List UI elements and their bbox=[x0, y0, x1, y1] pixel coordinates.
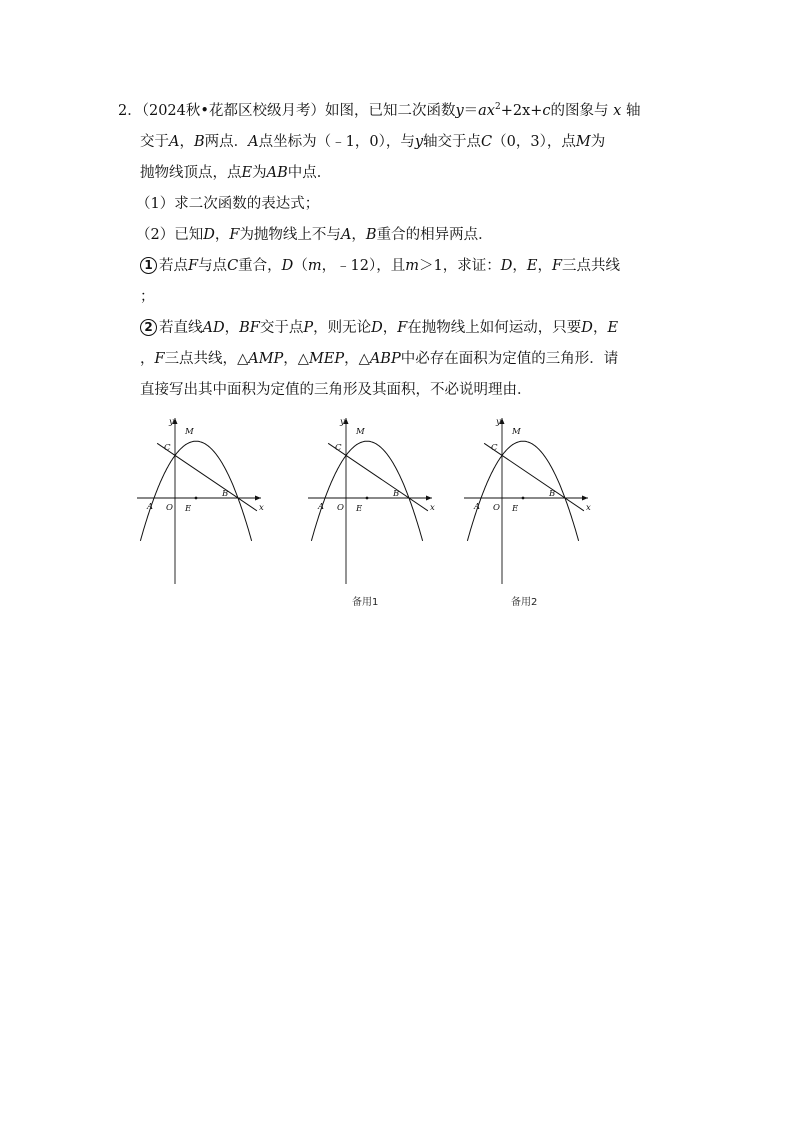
figure-spare-2 bbox=[462, 412, 597, 587]
problem-source: （2024秋•花都区校级月考） bbox=[141, 103, 325, 119]
point-e bbox=[366, 497, 369, 500]
point-label-O: O bbox=[337, 503, 344, 513]
point-label-M: M bbox=[356, 427, 365, 437]
sub-question-1: 1 若点F与点C重合，D（m，﹣12），且m＞1，求证：D，E，F三点共线 bbox=[118, 251, 678, 282]
sub-question-2-line-3: 直接写出其中面积为定值的三角形及其面积，不必说明理由． bbox=[140, 382, 532, 398]
point-label-C: C bbox=[335, 443, 342, 453]
sub-question-2: 2 若直线AD，BF交于点P，则无论D，F在抛物线上如何运动，只要D，E bbox=[118, 313, 678, 344]
point-label-B: B bbox=[393, 489, 400, 499]
problem-number: 2． bbox=[118, 103, 142, 119]
point-label-E: E bbox=[185, 504, 192, 514]
problem-line-2: 交于A，B两点．A点坐标为（﹣1，0），与y轴交于点C（0，3），点M为 bbox=[140, 134, 606, 150]
point-label-A: A bbox=[474, 502, 481, 512]
point-label-x: x bbox=[430, 503, 435, 513]
point-label-C: C bbox=[491, 443, 498, 453]
line-cb bbox=[328, 443, 428, 510]
problem-line-3: 抛物线顶点，点E为AB中点． bbox=[140, 165, 332, 181]
point-e bbox=[195, 497, 198, 500]
problem-line-1: 2．（2024秋•花都区校级月考）如图，已知二次函数$y=ax^2+2x+c$的图象与 x 轴 bbox=[118, 102, 641, 119]
point-label-O: O bbox=[166, 503, 173, 513]
sub-question-1-end: ； bbox=[140, 289, 155, 305]
point-label-B: B bbox=[549, 489, 556, 499]
equation: y bbox=[455, 103, 464, 119]
line-cb bbox=[484, 443, 584, 510]
point-label-B: B bbox=[222, 489, 229, 499]
point-label-M: M bbox=[512, 427, 521, 437]
caption-spare-2: 备用2 bbox=[511, 597, 538, 608]
point-label-A: A bbox=[147, 502, 154, 512]
point-label-E: E bbox=[356, 504, 363, 514]
point-label-y: y bbox=[496, 417, 501, 427]
point-label-y: y bbox=[169, 417, 174, 427]
point-label-x: x bbox=[259, 503, 264, 513]
parabola-curve bbox=[467, 441, 578, 541]
figure-spare-1 bbox=[306, 412, 441, 587]
circled-number-2: 2 bbox=[140, 319, 157, 336]
point-label-C: C bbox=[164, 443, 171, 453]
parabola-curve bbox=[311, 441, 422, 541]
sub-question-2-line-2: ，F三点共线，△AMP，△MEP，△ABP中必存在面积为定值的三角形．请 bbox=[140, 351, 619, 367]
point-label-M: M bbox=[185, 427, 194, 437]
point-label-E: E bbox=[512, 504, 519, 514]
caption-spare-1: 备用1 bbox=[352, 597, 379, 608]
figure-main bbox=[135, 412, 270, 587]
parabola-curve bbox=[140, 441, 251, 541]
circled-number-1: 1 bbox=[140, 257, 157, 274]
question-2: （2）已知D，F为抛物线上不与A，B重合的相异两点． bbox=[136, 227, 493, 243]
problem-text bbox=[118, 96, 678, 406]
point-e bbox=[522, 497, 525, 500]
point-label-y: y bbox=[340, 417, 345, 427]
line-cb bbox=[157, 443, 257, 510]
point-label-A: A bbox=[318, 502, 325, 512]
point-label-x: x bbox=[586, 503, 591, 513]
point-label-O: O bbox=[493, 503, 500, 513]
question-1: （1）求二次函数的表达式； bbox=[136, 196, 320, 212]
